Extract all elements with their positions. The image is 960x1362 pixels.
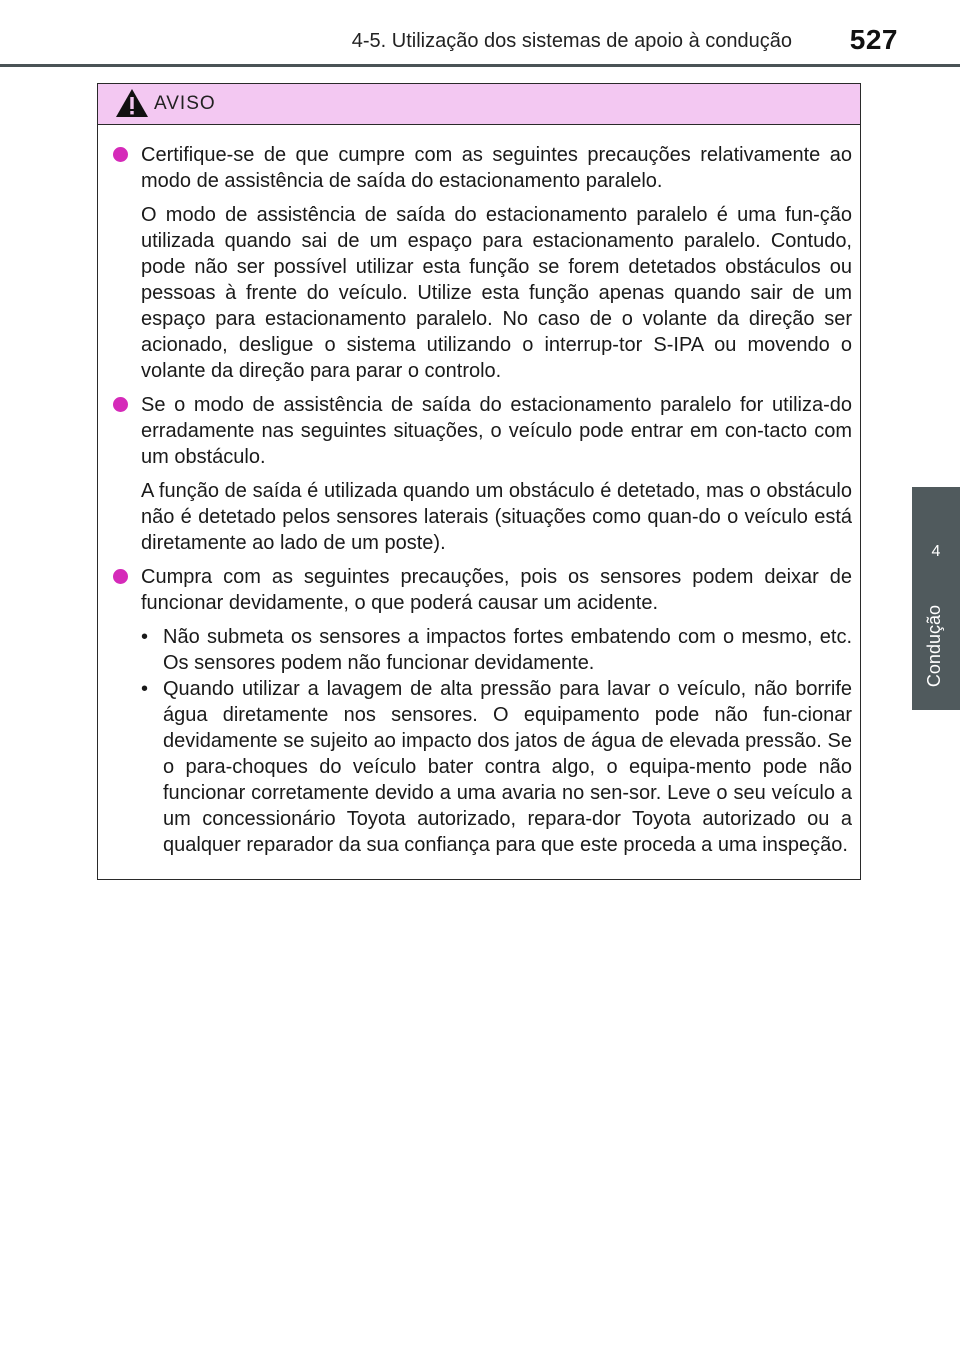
chapter-label: Condução xyxy=(924,605,944,688)
sub-bullet-item xyxy=(141,676,852,858)
warning-item-text: Cumpra com as seguintes precauções, pois os sensores podem deixar de funcionar devidamente, o que poderá causar um acidente. xyxy=(141,566,852,614)
warning-item-text: Se o modo de assistência de saída do estacionamento paralelo for utiliza-do erradamente nas seguintes situações, o veículo pode entrar em con-tacto com um obstáculo. xyxy=(141,394,852,468)
bullet-dot-icon xyxy=(113,397,128,412)
bullet-dot-icon xyxy=(113,147,128,162)
warning-title: AVISO xyxy=(154,93,216,114)
page-header xyxy=(0,0,960,66)
header-divider xyxy=(0,64,960,67)
warning-header xyxy=(98,84,860,125)
sub-bullet-text: Quando utilizar a lavagem de alta pressão para lavar o veículo, não borrife água diretamente nos sensores. O equipamento pode não fun-cionar devidamente se sujeito ao impacto dos jatos de água de elevada pressão. Se o para-choques do veículo bater contra algo, o equipa-mento pode não funcionar corretamente devido a uma avaria no sen-sor. Leve o seu veículo a um concessionário Toyota autorizado, repara-dor Toyota autorizado ou a qualquer reparador da sua confiança para que este proceda a uma inspeção. xyxy=(163,678,852,856)
warning-item xyxy=(113,142,852,384)
warning-item-detail: A função de saída é utilizada quando um obstáculo é detetado, mas o obstáculo não é detetado pelos sensores laterais (situações como quan-do o veículo está diretamente ao lado de um poste). xyxy=(141,480,852,554)
warning-item xyxy=(113,564,852,858)
bullet-dot-icon xyxy=(113,569,128,584)
page-number: 527 xyxy=(849,24,898,55)
warning-item xyxy=(113,392,852,556)
sub-bullet-list xyxy=(141,624,852,858)
chapter-tab xyxy=(912,487,960,710)
sub-bullet-marker: • xyxy=(141,678,149,700)
sub-bullet-item xyxy=(141,624,852,676)
sub-bullet-text: Não submeta os sensores a impactos fortes embatendo com o mesmo, etc. Os sensores podem não funcionar devidamente. xyxy=(163,626,852,674)
warning-box xyxy=(97,83,861,880)
warning-item-text: Certifique-se de que cumpre com as seguintes precauções relativamente ao modo de assistência de saída do estacionamento paralelo. xyxy=(141,144,852,192)
warning-triangle-icon xyxy=(115,88,149,118)
sub-bullet-marker: • xyxy=(141,626,149,648)
section-title: 4-5. Utilização dos sistemas de apoio à condução xyxy=(351,30,792,52)
chapter-number: 4 xyxy=(931,543,941,560)
warning-item-detail: O modo de assistência de saída do estacionamento paralelo é uma fun-ção utilizada quando sai de um espaço para estacionamento paralelo. Contudo, pode não ser possível utilizar esta função se forem detetados obstáculos ou pessoas à frente do veículo. Utilize esta função apenas quando sair de um espaço para estacionamento paralelo. No caso de o volante da direção ser acionado, desligue o sistema utilizando o interrup-tor S-IPA ou movendo o volante da direção para parar o controlo. xyxy=(141,204,852,382)
warning-body xyxy=(98,125,860,858)
